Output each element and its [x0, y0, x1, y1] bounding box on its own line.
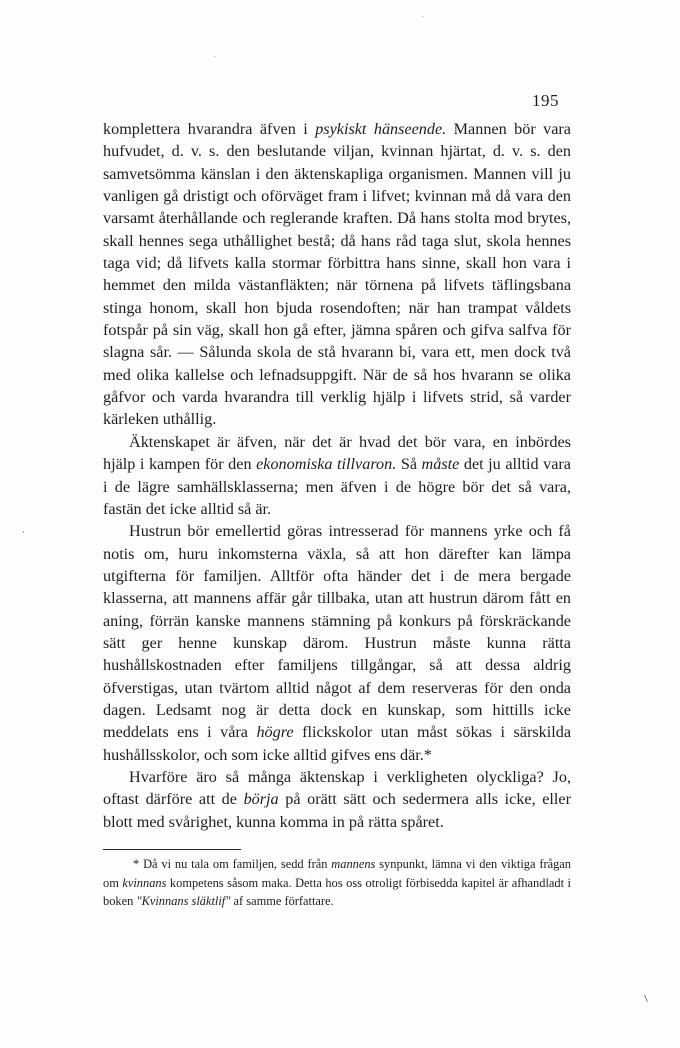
- italic-text-run: kvinnans: [122, 875, 167, 890]
- text-run: Äktenskapet är äfven, när det är hvad det bör vara, en inbördes hjälp i kampen för den: [103, 432, 571, 474]
- text-run: Mannen bör vara hufvudet, d. v. s. den beslutande viljan, kvinnan hjärtat, d. v. s. den samvetsömma känslan i den äktenskapliga organismen. Mannen vill ju vanligen gå dristigt och oförväget fram i lifvet; kvinnan må då vara den varsamt återhållande och reglerande kraften. Då hans stolta mod brytes, skall hennes sega uthållighet bestå; då hans råd taga slut, skola hennes taga vid; då lifvets kalla stormar förbittra hans sinne, skall hon vara i hemmet den milda västanfläkten; när törnena på lifvets täflingsbana stinga honom, skall hon bjuda rosendoften; när han trampat våldets fotspår på sin väg, skall hon gå efter, jämna spåren och gifva salfva för slagna sår. — Sålunda skola de stå hvarann bi, vara ett, men dock två med olika kallelse och lefnadsuppgift. När de så hos hvarann se olika gåfvor och varda hvarandra till verklig hjälp i lifvets strid, så varder kärleken uthållig.: [103, 120, 571, 429]
- text-run: kompetens såsom maka. Detta hos oss otroligt förbisedda kapitel är afhandladt i boken: [103, 875, 571, 909]
- text-run: af samme författare.: [230, 894, 334, 909]
- text-run: * Då vi nu tala om familjen, sedd från: [133, 857, 332, 871]
- footnote-divider: [103, 849, 241, 850]
- text-run: på orätt sätt och sedermera alls icke, eller blott med svårighet, kunna komma in på rätta spåret.: [103, 790, 571, 831]
- italic-text-run: psykiskt hänseende.: [315, 120, 447, 138]
- paragraph: [103, 118, 571, 431]
- footnote: [103, 855, 571, 911]
- italic-text-run: måste: [421, 455, 460, 474]
- scan-speck: /: [642, 994, 651, 1004]
- text-run: synpunkt, lämna vi den viktiga frågan om: [103, 857, 571, 890]
- footnotes: [103, 855, 571, 911]
- italic-text-run: högre: [256, 723, 294, 742]
- paragraph: [103, 431, 571, 520]
- italic-text-run: mannens: [331, 857, 376, 871]
- italic-text-run: "Kvinnans släktlif": [136, 894, 231, 909]
- text-run: Hustrun bör emellertid göras intresserad för mannens yrke och få notis om, huru inkomsterna växla, så att hon därefter kan lämpa utgifterna för familjen. Alltför ofta händer det i de mera bergade klasserna, att mannens affär går tillbaka, utan att hustrun därom fått en aning, förrän kanske mannens stämning på konkurs på förskräckande sätt ger henne kunskap därom. Hustrun måste kunna rätta hushållskostnaden efter familjens tillgångar, så att dessa aldrig öfverstigas, utan tvärtom alltid något af dem reserveras för den onda dagen. Ledsamt nog är detta dock en kunskap, som hittills icke meddelats ens i våra: [103, 522, 571, 742]
- text-run: Så: [396, 455, 422, 474]
- body-text: [103, 118, 571, 833]
- text-run: flickskolor utan måst sökas i särskilda hushållsskolor, och som icke alltid gifves ens där.*: [103, 723, 571, 764]
- paragraph: [103, 520, 571, 766]
- scan-speck: ·: [214, 54, 216, 61]
- italic-text-run: börja: [243, 790, 279, 809]
- text-run: komplettera hvarandra äfven i: [103, 120, 316, 138]
- scan-speck: ·: [422, 14, 424, 21]
- scan-speck: ·: [22, 528, 25, 538]
- paragraph: [103, 766, 571, 833]
- text-run: Hvarföre äro så många äktenskap i verkligheten olyckliga? Jo, oftast därföre att de: [103, 767, 571, 809]
- page-number: 195: [532, 91, 559, 110]
- text-run: det ju alltid vara i de lägre samhällsklasserna; men äfven i de högre bör det så vara, fastän det icke alltid så är.: [103, 455, 571, 518]
- italic-text-run: ekonomiska tillvaron.: [256, 455, 397, 474]
